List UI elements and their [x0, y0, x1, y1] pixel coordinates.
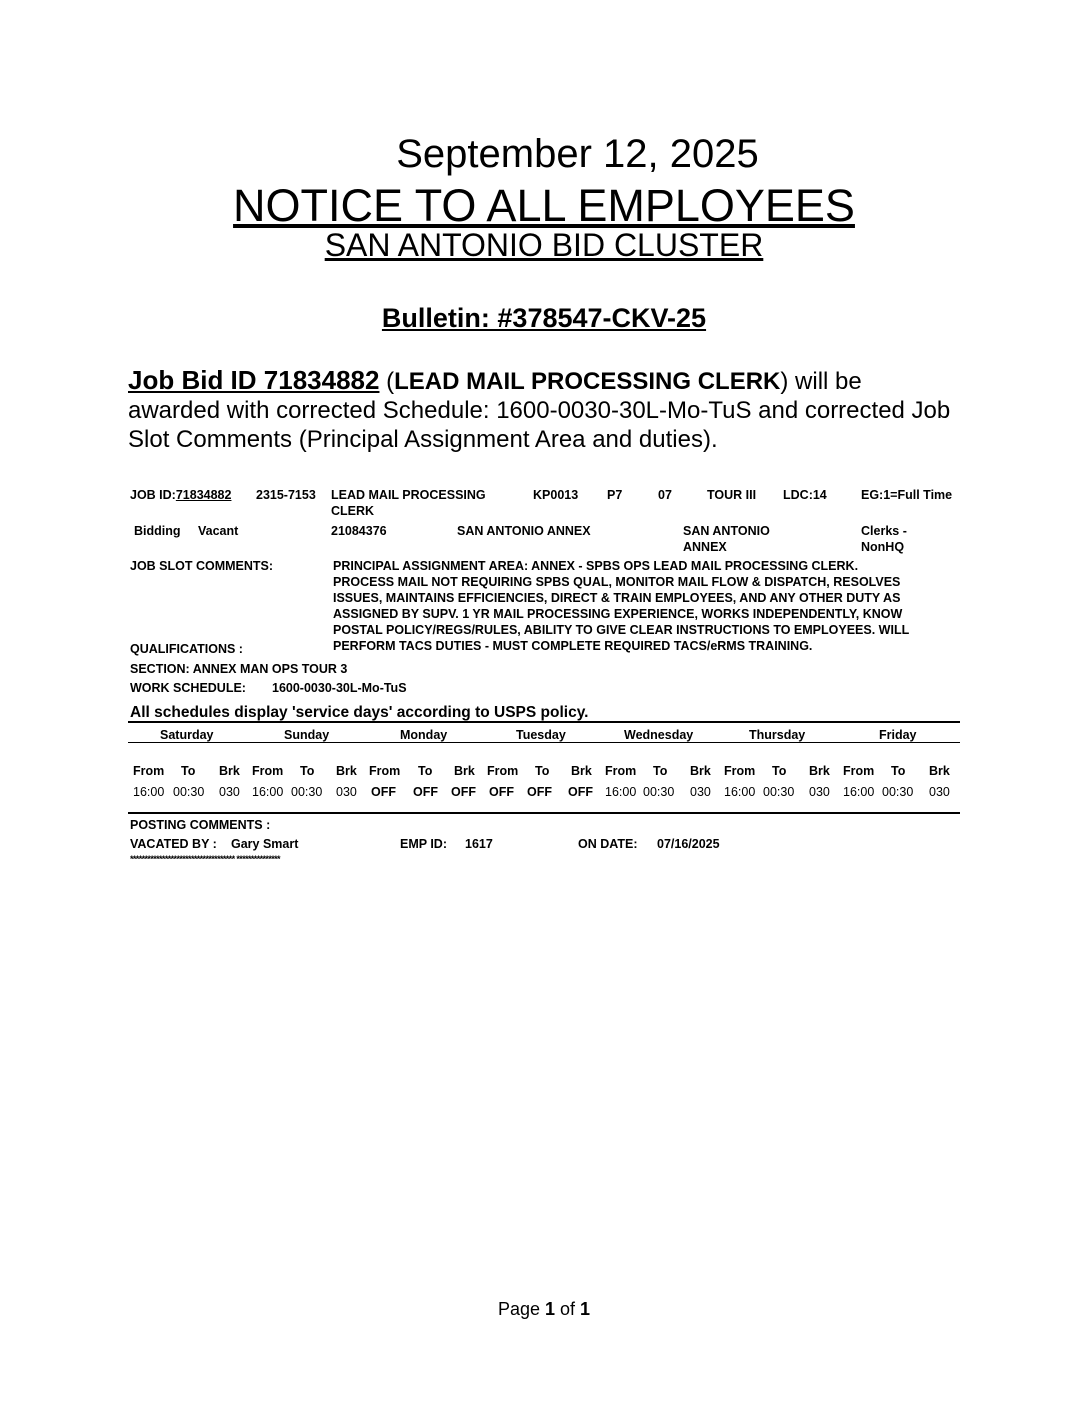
col-from: From — [724, 764, 756, 778]
col-from: From — [133, 764, 165, 778]
bulletin-number: Bulletin: #378547-CKV-25 — [381, 303, 707, 333]
col-brk: Brk — [929, 764, 950, 778]
separator-stars: ************************************ *************** — [130, 854, 280, 864]
job-bid-id: Job Bid ID 71834882 — [128, 365, 380, 395]
kp-code: KP0013 — [533, 488, 579, 502]
col-to: To — [891, 764, 906, 778]
day-header: Thursday — [749, 728, 806, 742]
col-brk: Brk — [454, 764, 475, 778]
wed-brk: 030 — [690, 785, 711, 799]
sat-to: 00:30 — [173, 785, 205, 799]
col-to: To — [181, 764, 196, 778]
open-paren: ( — [379, 368, 395, 395]
job-id-field — [130, 487, 231, 503]
thu-brk: 030 — [809, 785, 830, 799]
location-line1: SAN ANTONIO — [683, 524, 770, 538]
job-title: LEAD MAIL PROCESSING CLERK — [394, 368, 781, 395]
col-brk: Brk — [690, 764, 711, 778]
col-from: From — [252, 764, 284, 778]
schedule-header-rule — [128, 742, 960, 743]
page-current: 1 — [545, 1299, 556, 1319]
fri-to: 00:30 — [882, 785, 914, 799]
col-to: To — [772, 764, 787, 778]
sun-to: 00:30 — [291, 785, 323, 799]
tue-brk: OFF — [568, 785, 593, 799]
vacated-by-name: Gary Smart — [231, 837, 299, 851]
emp-id-value: 1617 — [465, 837, 493, 851]
job-id-label: JOB ID: — [130, 488, 176, 502]
job-code: 2315-7153 — [256, 488, 316, 502]
fri-from: 16:00 — [843, 785, 875, 799]
bid-cluster-heading: SAN ANTONIO BID CLUSTER — [324, 227, 764, 263]
award-statement — [128, 366, 958, 454]
col-from: From — [605, 764, 637, 778]
vacant-status: Vacant — [198, 524, 239, 538]
comment-line: POSTAL POLICY/REGS/RULES, ABILITY TO GIVE CLEAR INSTRUCTIONS TO EMPLOYEES. WILL — [333, 623, 910, 637]
day-header: Tuesday — [516, 728, 566, 742]
schedule-note: All schedules display 'service days' according to USPS policy. — [130, 704, 589, 721]
day-header: Monday — [400, 728, 448, 742]
col-to: To — [653, 764, 668, 778]
col-brk: Brk — [336, 764, 357, 778]
eg: EG:1=Full Time — [861, 488, 953, 502]
day-header: Friday — [879, 728, 917, 742]
position-number: 21084376 — [331, 524, 387, 538]
thu-from: 16:00 — [724, 785, 756, 799]
day-header: Sunday — [284, 728, 330, 742]
col-to: To — [418, 764, 433, 778]
comment-line: ISSUES, MAINTAINS EFFICIENCIES, DIRECT & TRAIN EMPLOYEES, AND ANY OTHER DUTY AS — [333, 591, 901, 605]
job-id-value: 71834882 — [175, 488, 232, 502]
col-to: To — [535, 764, 550, 778]
wed-from: 16:00 — [605, 785, 637, 799]
sun-from: 16:00 — [252, 785, 284, 799]
col-from: From — [843, 764, 875, 778]
sat-brk: 030 — [219, 785, 240, 799]
emp-id-label: EMP ID: — [400, 837, 447, 851]
notice-heading: NOTICE TO ALL EMPLOYEES — [233, 180, 855, 231]
location-line2: ANNEX — [683, 540, 727, 554]
section-line: SECTION: ANNEX MAN OPS TOUR 3 — [130, 662, 348, 676]
on-date-label: ON DATE: — [578, 837, 638, 851]
notice-date: September 12, 2025 — [396, 132, 759, 176]
page-total: 1 — [580, 1299, 591, 1319]
day-header: Saturday — [160, 728, 214, 742]
vacated-by-label: VACATED BY : — [130, 837, 217, 851]
job-title-line2: CLERK — [331, 504, 375, 518]
job-title-line1: LEAD MAIL PROCESSING — [331, 488, 486, 502]
craft-line1: Clerks - — [861, 524, 907, 538]
on-date-value: 07/16/2025 — [657, 837, 720, 851]
bidding-status: Bidding — [134, 524, 181, 538]
job-slot-comments-label: JOB SLOT COMMENTS: — [130, 559, 274, 573]
tour: TOUR III — [707, 488, 757, 502]
col-brk: Brk — [809, 764, 830, 778]
fri-brk: 030 — [929, 785, 950, 799]
page-of: of — [555, 1299, 581, 1319]
work-schedule-label: WORK SCHEDULE: — [130, 681, 246, 695]
tue-to: OFF — [527, 785, 552, 799]
mon-from: OFF — [371, 785, 396, 799]
posting-top-rule — [128, 812, 960, 814]
mon-to: OFF — [413, 785, 438, 799]
col-brk: Brk — [219, 764, 240, 778]
col-from: From — [369, 764, 401, 778]
facility-name: SAN ANTONIO ANNEX — [457, 524, 591, 538]
posting-comments-label: POSTING COMMENTS : — [130, 818, 271, 832]
page-prefix: Page — [497, 1299, 545, 1319]
pay-schedule: P7 — [607, 488, 623, 502]
ldc: LDC:14 — [783, 488, 827, 502]
col-to: To — [300, 764, 315, 778]
job-slot-comments — [333, 558, 909, 654]
page-number — [0, 1299, 1088, 1320]
sun-brk: 030 — [336, 785, 357, 799]
mon-brk: OFF — [451, 785, 476, 799]
thu-to: 00:30 — [763, 785, 795, 799]
craft-line2: NonHQ — [861, 540, 905, 554]
comment-line: PROCESS MAIL NOT REQUIRING SPBS QUAL, MONITOR MAIL FLOW & DISPATCH, RESOLVES — [333, 575, 901, 589]
schedule-top-rule — [128, 721, 960, 723]
day-header: Wednesday — [624, 728, 694, 742]
work-schedule-value: 1600-0030-30L-Mo-TuS — [272, 681, 407, 695]
award-details: ) will be awarded with corrected Schedule: 1600-0030-30L-Mo-TuS and corrected Job Slot Comments (Principal Assignment Area and duties). — [128, 368, 951, 453]
qualifications-label: QUALIFICATIONS : — [130, 642, 243, 656]
col-from: From — [487, 764, 519, 778]
comment-line: ASSIGNED BY SUPV. 1 YR MAIL PROCESSING EXPERIENCE, WORKS INDEPENDENTLY, KNOW — [333, 607, 903, 621]
sat-from: 16:00 — [133, 785, 165, 799]
pay-level: 07 — [658, 488, 672, 502]
col-brk: Brk — [571, 764, 592, 778]
comment-line: PRINCIPAL ASSIGNMENT AREA: ANNEX - SPBS OPS LEAD MAIL PROCESSING CLERK. — [333, 559, 859, 573]
tue-from: OFF — [489, 785, 514, 799]
wed-to: 00:30 — [643, 785, 675, 799]
comment-line: PERFORM TACS DUTIES - MUST COMPLETE REQUIRED TACS/eRMS TRAINING. — [333, 639, 813, 653]
